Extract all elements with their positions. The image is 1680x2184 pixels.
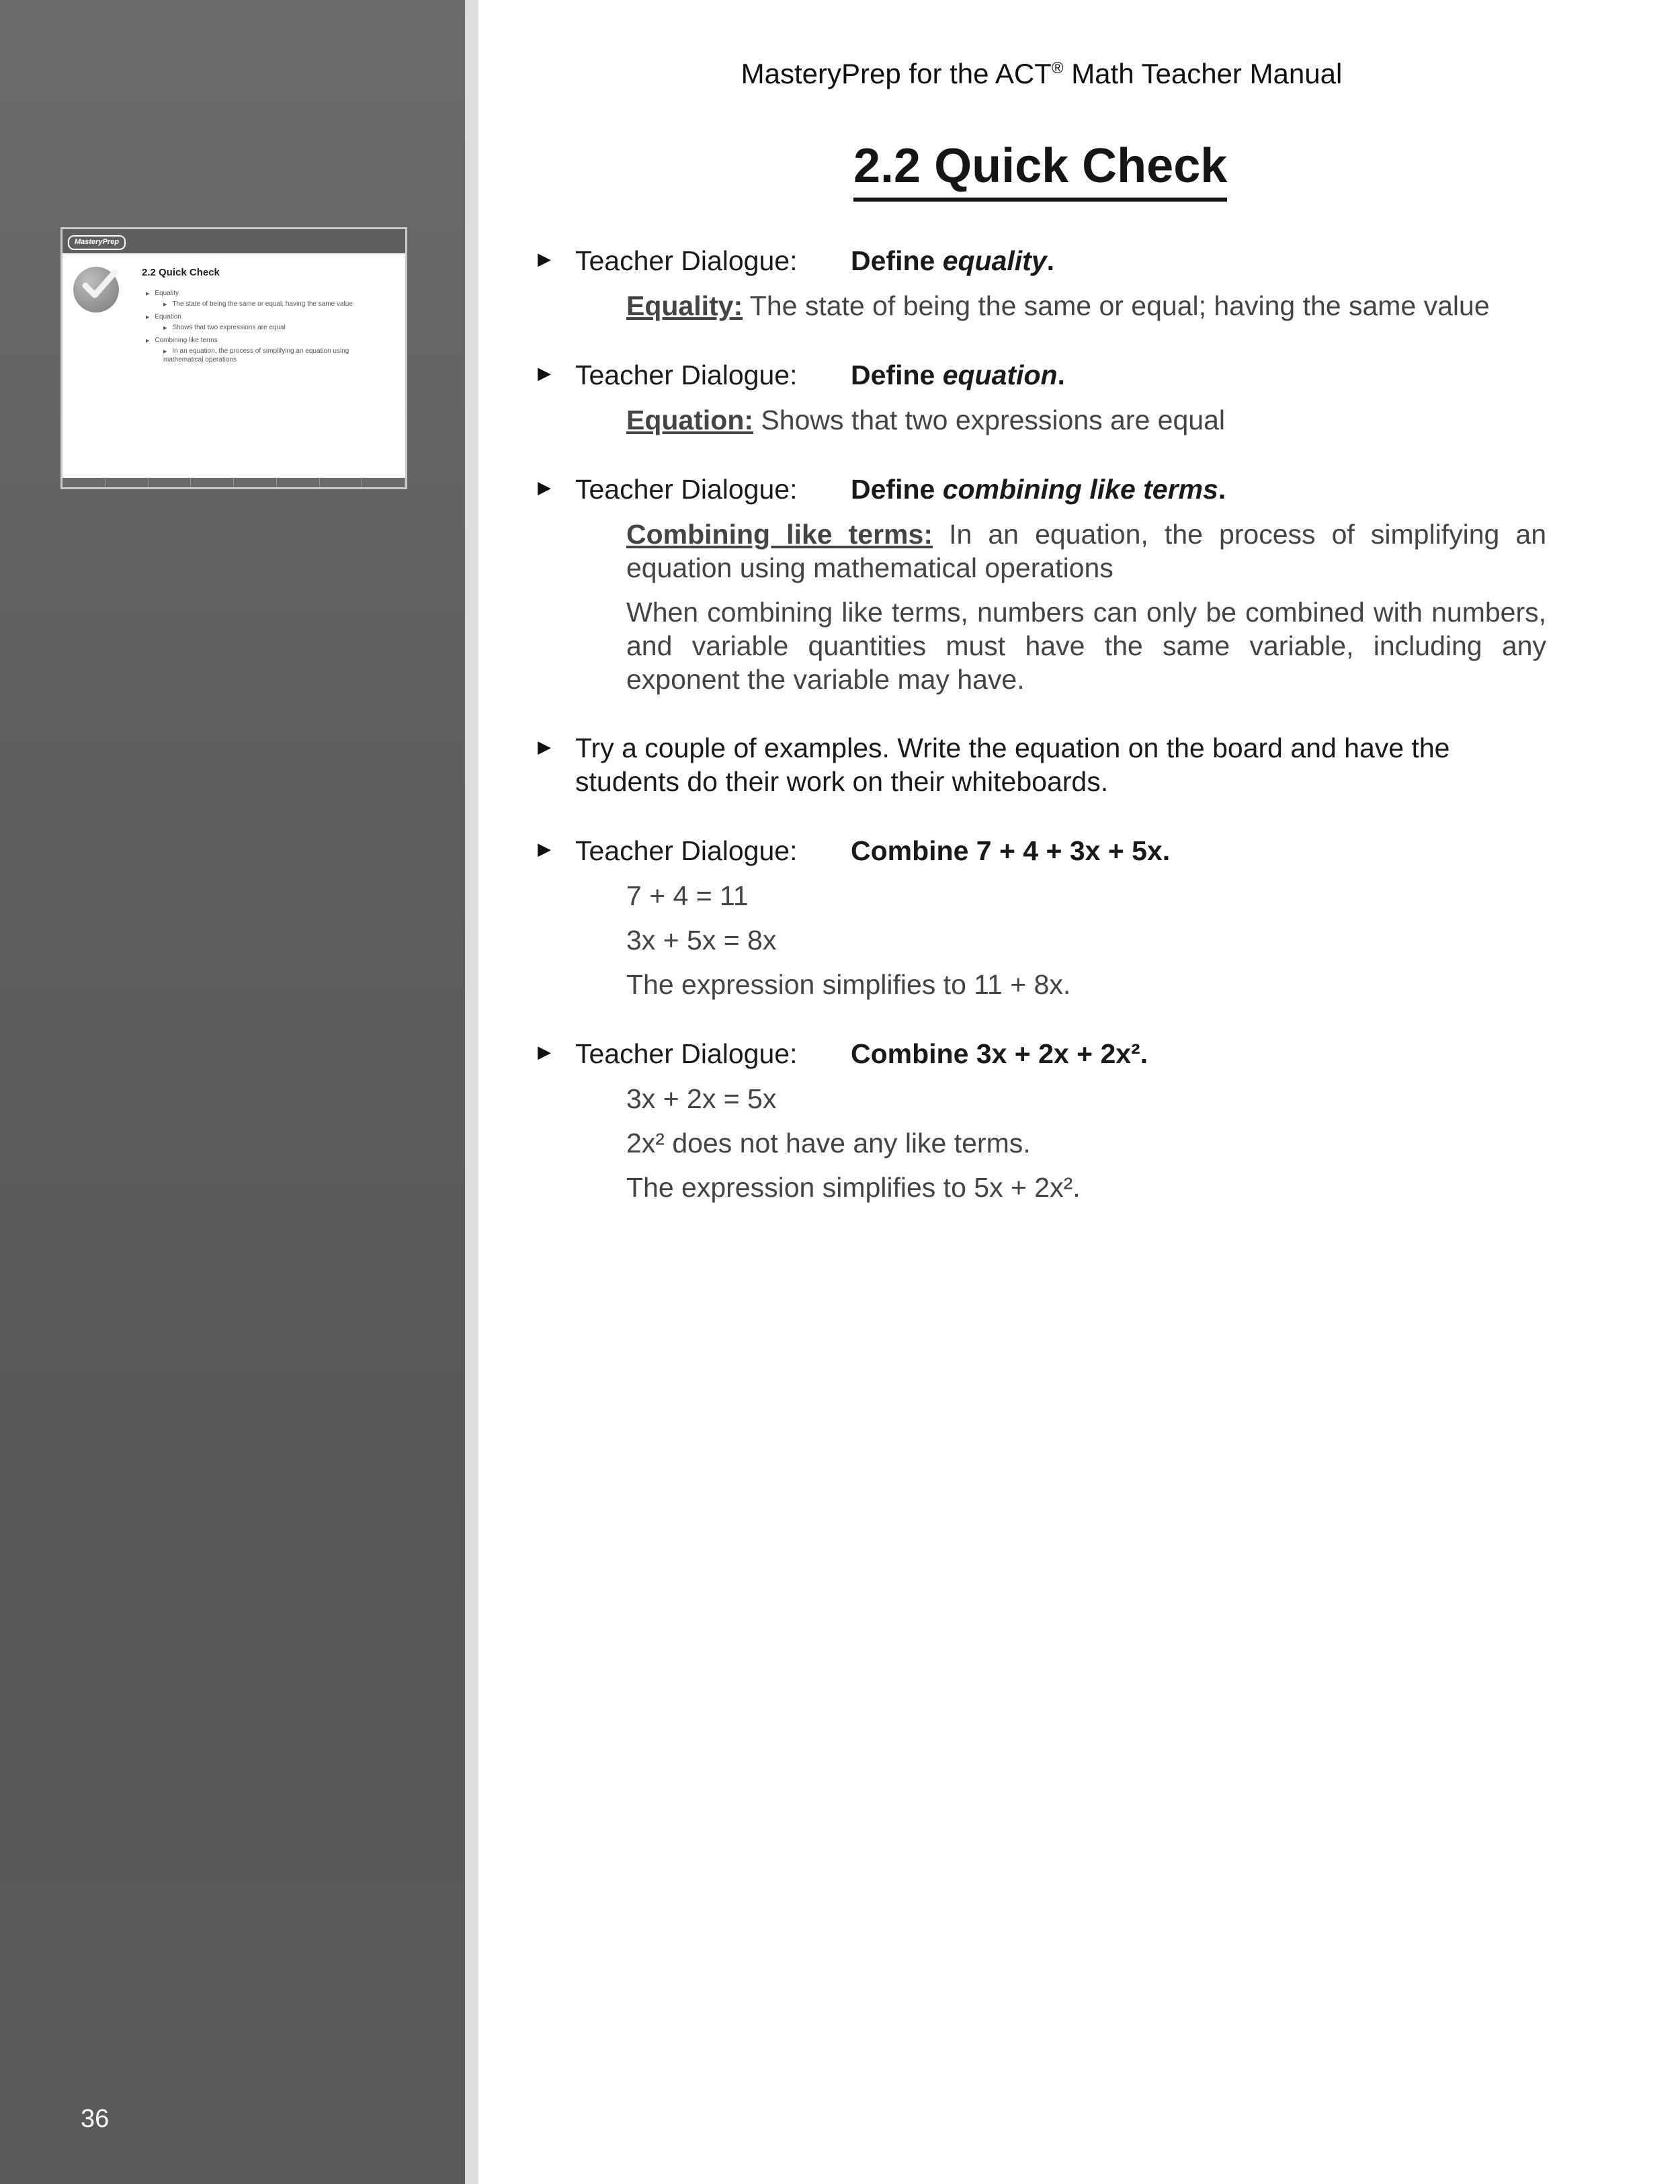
triangle-bullet-icon: ▶ <box>538 839 551 859</box>
dialogue-prompt: Define equation. <box>851 360 1065 390</box>
sidebar <box>0 0 465 2184</box>
dialogue-prompt: Define equality. <box>851 245 1055 276</box>
triangle-bullet-icon: ▶ <box>538 363 551 383</box>
checkmark-icon <box>73 267 119 312</box>
definition-text: In an equation, the process of simplifying an equation using mathematical operations <box>626 519 1547 583</box>
sidebar-divider <box>465 0 478 2184</box>
dialogue-item-combining-like-terms <box>535 472 1546 696</box>
dialogue-prompt: Combine 3x + 2x + 2x². <box>851 1038 1148 1069</box>
dialogue-item-example-1 <box>535 833 1546 1001</box>
triangle-bullet-icon: ▶ <box>538 1042 551 1062</box>
dialogue-prompt: Combine 7 + 4 + 3x + 5x. <box>851 835 1171 866</box>
slide-nav-bar <box>62 478 405 487</box>
dialogue-label: Teacher Dialogue: <box>575 360 798 390</box>
dialogue-label: Teacher Dialogue: <box>575 474 798 505</box>
slide-bullet: ▶ Combining like terms <box>146 337 388 345</box>
dialogue-prompt: Define combining like terms. <box>851 474 1226 505</box>
dialogue-item-equality <box>535 243 1546 323</box>
definition <box>626 403 1546 437</box>
examples-intro: Try a couple of examples. Write the equation on the board and have the students do their work on their whiteboards. <box>575 732 1450 797</box>
definition-text: Shows that two expressions are equal <box>753 405 1225 435</box>
book-title-rest: Math Teacher Manual <box>1063 58 1343 89</box>
term: Equality: <box>626 290 743 321</box>
work-line: The expression simplifies to 11 + 8x. <box>626 969 1071 1000</box>
section-title: 2.2 Quick Check <box>853 134 1227 202</box>
dialogue-label: Teacher Dialogue: <box>575 245 798 276</box>
triangle-bullet-icon: ▶ <box>538 737 551 757</box>
slide-sub-bullet: ▶ The state of being the same or equal; having the same value <box>163 300 388 309</box>
definition <box>626 517 1546 585</box>
slide-bullets <box>146 286 388 364</box>
slide-title: 2.2 Quick Check <box>142 267 220 278</box>
dialogue-label: Teacher Dialogue: <box>575 1038 798 1069</box>
work-line: 2x² does not have any like terms. <box>626 1128 1031 1159</box>
main-content <box>535 243 1546 1239</box>
slide-bullet: ▶ Equality <box>146 290 388 298</box>
work-line: 7 + 4 = 11 <box>626 880 749 911</box>
dialogue-item-equation <box>535 358 1546 437</box>
dialogue-label: Teacher Dialogue: <box>575 835 798 866</box>
definition-text: The state of being the same or equal; having the same value <box>743 290 1490 321</box>
slide-logo: MasteryPrep <box>68 235 126 250</box>
book-title-main: MasteryPrep for the ACT <box>741 58 1052 89</box>
work-line: 3x + 5x = 8x <box>626 925 777 956</box>
term: Equation: <box>626 405 754 435</box>
work-line: The expression simplifies to 5x + 2x². <box>626 1172 1081 1203</box>
slide-sub-bullet: ▶ In an equation, the process of simplifying an equation using mathematical operations <box>163 347 388 364</box>
examples-intro-item <box>535 731 1546 798</box>
triangle-bullet-icon: ▶ <box>538 477 551 497</box>
slide-sub-bullet: ▶ Shows that two expressions are equal <box>163 324 388 333</box>
work-line: 3x + 2x = 5x <box>626 1083 777 1114</box>
triangle-bullet-icon: ▶ <box>538 249 551 269</box>
registered-mark: ® <box>1051 59 1064 77</box>
dialogue-item-example-2 <box>535 1036 1546 1204</box>
page-number: 36 <box>81 2105 110 2133</box>
definition <box>626 289 1546 323</box>
slide-bullet: ▶ Equation <box>146 313 388 322</box>
book-title <box>478 58 1605 90</box>
slide-thumbnail[interactable] <box>60 227 407 489</box>
term: Combining like terms: <box>626 519 933 550</box>
slide-header <box>62 229 405 253</box>
definition-note: When combining like terms, numbers can only be combined with numbers, and variable quantities must have the same variable, including any exponent the variable may have. <box>626 597 1546 695</box>
